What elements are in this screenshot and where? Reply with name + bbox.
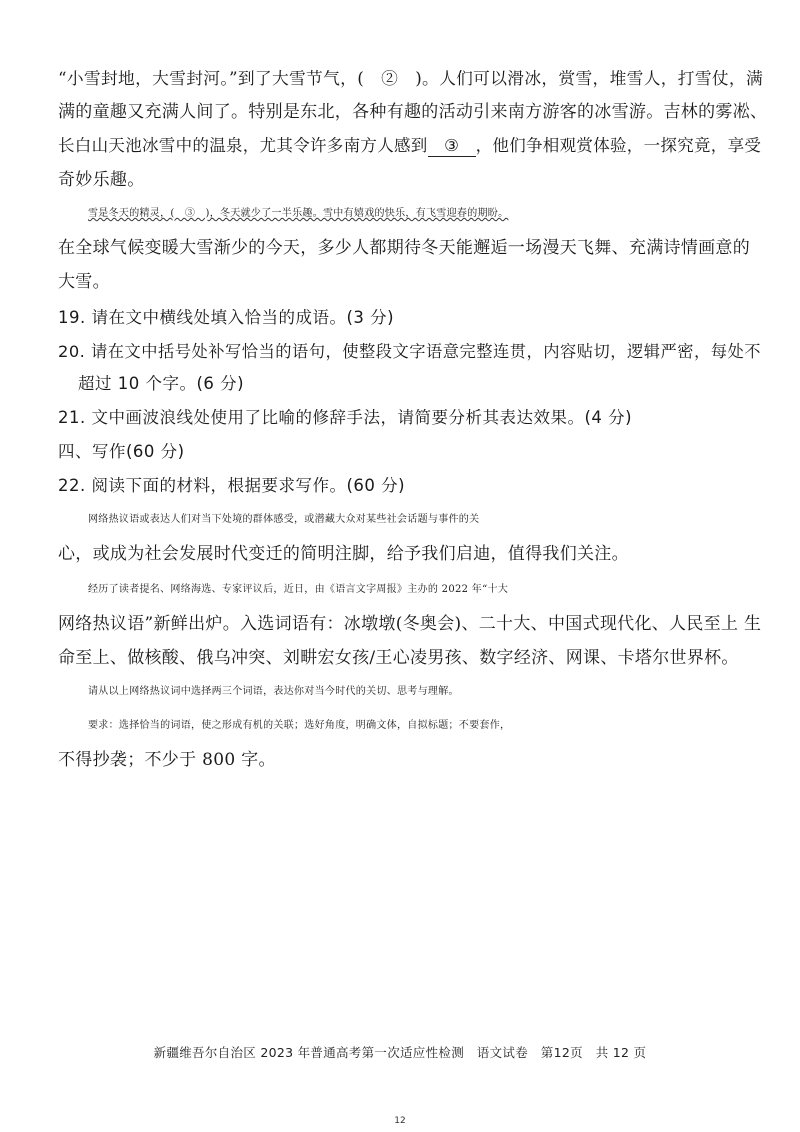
- passage-p2-line-2: 在全球气候变暖大雪渐少的今天，多少人都期待冬天能邂逅一场漫天飞舞、充满诗情画意的: [58, 238, 750, 258]
- passage-p2-line-3: 大雪。: [58, 272, 110, 292]
- material-p2-line-2: 网络热议语”新鲜出炉。入选词语有：冰墩墩(冬奥会)、二十大、中国式现代化、人民至上 生: [58, 614, 762, 634]
- passage-p1-line-3: [58, 134, 762, 158]
- question-22: 22. 阅读下面的材料，根据要求写作。(60 分): [58, 476, 406, 495]
- passage-p1-line-2: 满的童趣又充满人间了。特别是东北，各种有趣的活动引来南方游客的冰雪游。吉林的雾凇、: [58, 102, 768, 122]
- page-number: 12: [394, 1116, 406, 1126]
- wavy-underlined-text: 雪是冬天的精灵，( ③ )，冬天就少了一半乐趣。雪中有嬉戏的快乐，有飞雪迎春的期盼。: [88, 208, 509, 219]
- passage-p1-line-3-after: ，他们争相观赏体验，一探究竟，享受: [475, 136, 762, 155]
- question-19: 19. 请在文中横线处填入恰当的成语。(3 分): [58, 308, 395, 327]
- requirements-line-1: 要求：选择恰当的词语，使之形成有机的关联；选好角度，明确文体，自拟标题；不要套作，: [88, 720, 511, 731]
- material-p2-line-1: 经历了读者提名、网络海选、专家评议后，近日，由《语言文字周报》主办的 2022 年“十大: [88, 584, 509, 595]
- passage-p1-line-4: 奇妙乐趣。: [58, 170, 145, 190]
- section-4-heading: 四、写作(60 分): [58, 442, 185, 461]
- material-p1-line-2: 心，或成为社会发展时代变迁的简明注脚，给予我们启迪，值得我们关注。: [58, 544, 629, 564]
- material-p3: 请从以上网络热议词中选择两三个词语，表达你对当今时代的关切、思考与理解。: [88, 686, 459, 697]
- question-20-line-2: 超过 10 个字。(6 分): [78, 374, 245, 393]
- passage-p1-line-1: “小雪封地，大雪封河。”到了大雪节气，( ② )。人们可以滑冰，赏雪，堆雪人，打雪仗，满: [58, 68, 764, 88]
- fill-blank-3: ③: [428, 136, 476, 157]
- question-20-line-1: 20. 请在文中括号处补写恰当的语句，使整段文字语意完整连贯，内容贴切，逻辑严密，每处不: [58, 342, 762, 361]
- question-21: 21. 文中画波浪线处使用了比喻的修辞手法，请简要分析其表达效果。(4 分): [58, 408, 633, 427]
- passage-p2-line-1: [88, 202, 778, 226]
- requirements-line-2: 不得抄袭；不少于 800 字。: [58, 750, 276, 770]
- page-footer: 新疆维吾尔自治区 2023 年普通高考第一次适应性检测 语文试卷 第12页 共 12 页: [153, 1045, 647, 1060]
- passage-p1-line-3-before: 长白山天池冰雪中的温泉，尤其令许多南方人感到: [58, 136, 428, 155]
- material-p2-line-3: 命至上、做核酸、俄乌冲突、刘畊宏女孩/王心凌男孩、数字经济、网课、卡塔尔世界杯。: [58, 648, 739, 668]
- material-p1-line-1: 网络热议语或表达人们对当下处境的群体感受，或潜藏大众对某些社会话题与事件的关: [88, 514, 480, 525]
